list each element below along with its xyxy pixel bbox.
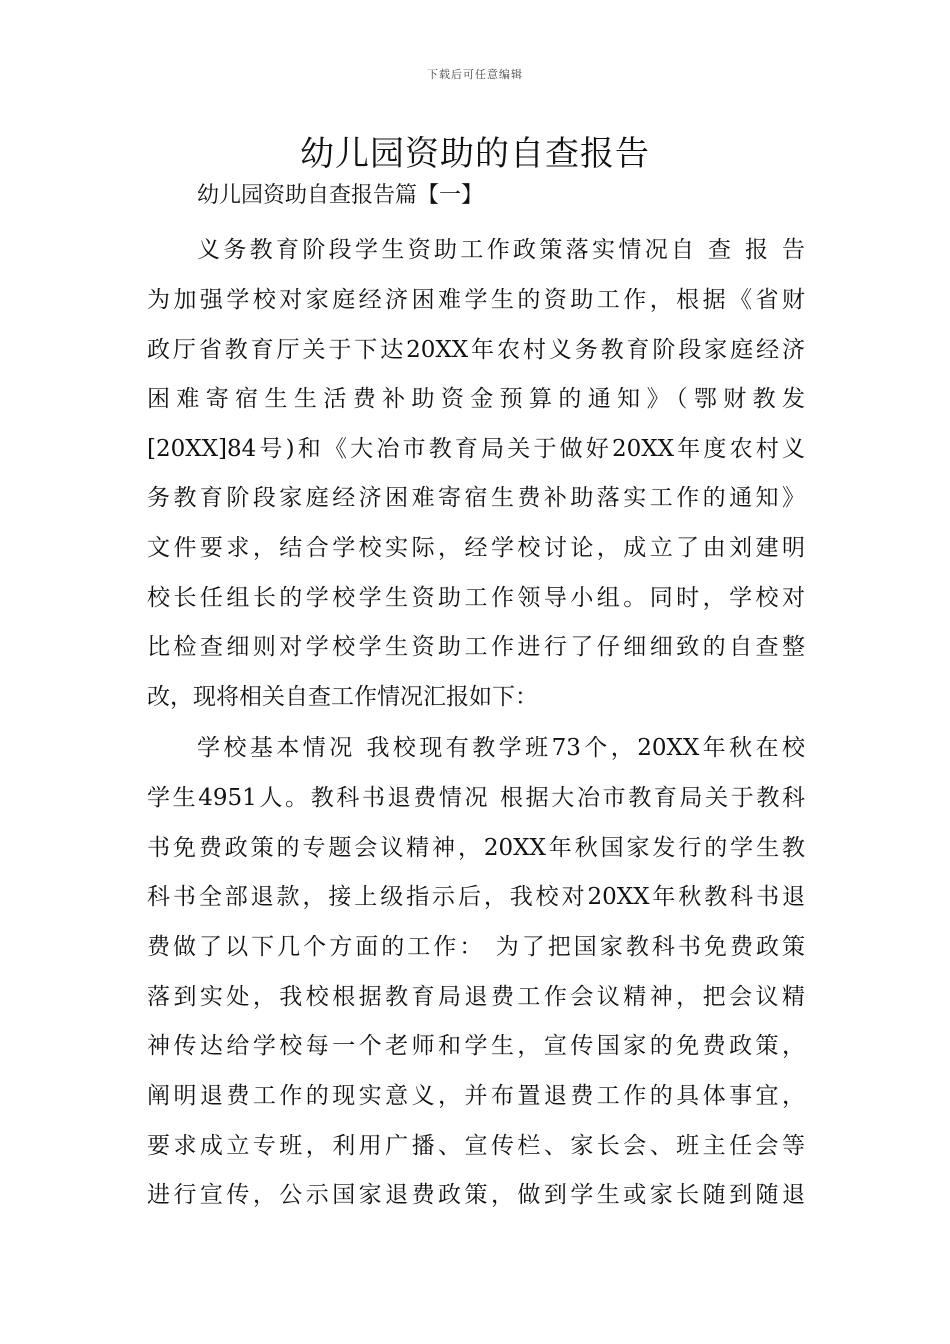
paragraph-line: 落到实处，我校根据教育局退费工作会议精神，把会议精 [147,984,805,1010]
section-heading: 幼儿园资助自查报告篇【一】 [197,183,484,208]
paragraph-line: 务教育阶段家庭经济困难寄宿生费补助落实工作的通知》 [147,485,805,511]
paragraph-line: 学校基本情况 我校现有教学班73个，20XX年秋在校 [197,735,805,761]
paragraph-line: 校长任组长的学校学生资助工作领导小组。同时，学校对 [147,585,805,611]
document-title: 幼儿园资助的自查报告 [300,134,650,174]
paragraph-line: 文件要求，结合学校实际，经学校讨论，成立了由刘建明 [147,535,805,561]
paragraph-line: [20XX]84号)和《大冶市教育局关于做好20XX年度农村义 [147,436,805,462]
paragraph-line: 进行宣传，公示国家退费政策，做到学生或家长随到随退 [147,1182,805,1208]
paragraph-line: 比检查细则对学校学生资助工作进行了仔细细致的自查整 [147,634,805,660]
paragraph-line: 要求成立专班，利用广播、宣传栏、家长会、班主任会等 [147,1133,805,1159]
paragraph-line: 义务教育阶段学生资助工作政策落实情况自 查 报 告 [197,237,805,263]
paragraph-line: 困难寄宿生生活费补助资金预算的通知》（鄂财教发 [147,386,805,412]
paragraph-line: 阐明退费工作的现实意义，并布置退费工作的具体事宜， [147,1083,805,1109]
paragraph-line: 费做了以下几个方面的工作： 为了把国家教科书免费政策 [147,934,805,960]
paragraph-line: 书免费政策的专题会议精神，20XX年秋国家发行的学生教 [147,835,805,861]
header-note: 下载后可任意编辑 [427,68,523,81]
paragraph-line: 改，现将相关自查工作情况汇报如下： [147,684,538,710]
paragraph-line: 为加强学校对家庭经济困难学生的资助工作，根据《省财 [147,287,805,313]
paragraph-line: 学生4951人。教科书退费情况 根据大冶市教育局关于教科 [147,785,805,811]
paragraph-line: 科书全部退款，接上级指示后，我校对20XX年秋教科书退 [147,884,805,910]
paragraph-line: 神传达给学校每一个老师和学生，宣传国家的免费政策， [147,1033,805,1059]
paragraph-line: 政厅省教育厅关于下达20XX年农村义务教育阶段家庭经济 [147,337,805,363]
